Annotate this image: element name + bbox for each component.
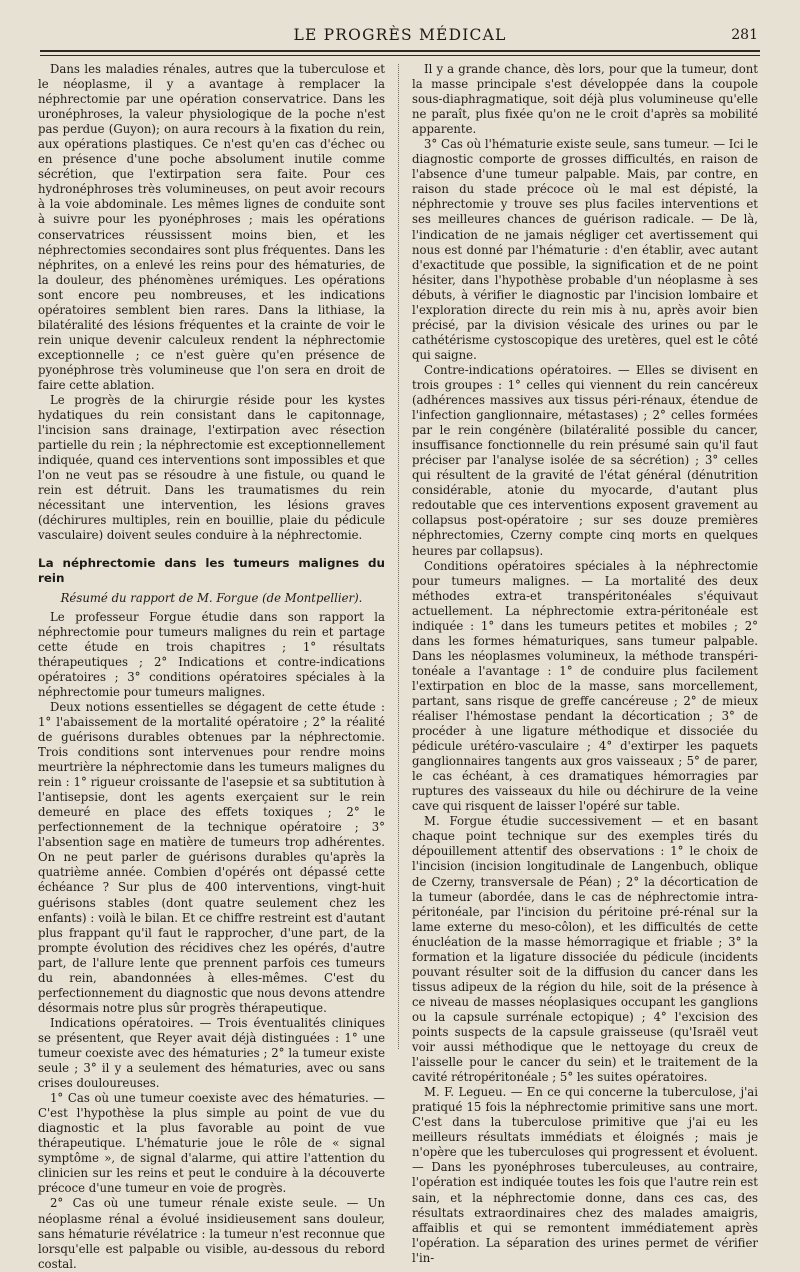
paragraph: Indications opératoires. — Trois éventualités cliniques se présentent, que Reyer avait déjà distinguées : 1° une tumeur coexiste avec des hématuries ; 2° la tumeur existe seule ; 3° il y a seulement des hématuries, avec ou sans crises douloureuses. [38, 1015, 385, 1091]
column-separator [398, 64, 399, 1049]
header-rule-thin [40, 55, 760, 56]
paragraph: M. Forgue étudie successivement — et en basant chaque point technique sur des exemples tirés du dépouillement attentif des observations : 1° le choix de l'incision (incision longitudinale de Langenbuch, oblique de Czerny, transversale de Péan) ; 2° la décortication de la tumeur (abordée, dans le cas de néphrectomie intra-péritonéale, par l'incision du péritoine pré-rénal sur la lame externe du meso-côlon), et les difficultés de cette énucléation de la masse hémorragique et friable ; 3° la formation et la ligature dissociée du pédicule (incidents pouvant résulter soit de la diffusion du cancer dans les tissus adipeux de la région du hile, soit de la présence à ce niveau de masses néoplasiques occupant les ganglions ou la capsule surrénale ectopique) ; 4° l'excision des points suspects de la capsule graisseuse (qu'Israël veut voir aussi méthodique que le nettoyage du creux de l'aisselle pour le cancer du sein) et le traitement de la cavité rétropéritonéale ; 5° les suites opératoires. [412, 814, 758, 1085]
paragraph: Dans les maladies rénales, autres que la tuberculose et le néoplasme, il y a avantage à remplacer la néphrectomie par une opération conservatrice. Dans les uronéphroses, la valeur physiologique de la poche n'est pas perdue (Guyon); on aura recours à la fixation du rein, aux opérations plastiques. Ce n'est qu'en cas d'échec ou en présence d'une poche absolument inutile comme sécrétion, que l'extirpation sera faite. Pour ces hydronéphroses très volumineuses, on peut avoir recours à la voie abdominale. Les mêmes lignes de conduite sont à suivre pour les pyonéphroses ; mais les opérations conservatrices réussissent moins bien, et les néphrectomies secondaires sont plus fréquentes. Dans les néphrites, on a enlevé les reins pour des hématuries, de la douleur, des phénomènes urémiques. Les opérations sont encore peu nombreuses, et les indications opératoires semblent bien rares. Dans la lithiase, la bilatéralité des lésions fréquentes et la crainte de voir le rein unique devenir calculeux rendent la néphrectomie exceptionnelle ; ce n'est guère qu'en présence de pyonéphrose très volumineuse que l'on sera en droit de faire cette ablation. [38, 62, 385, 392]
paragraph: 1° Cas où une tumeur coexiste avec des hématuries. — C'est l'hypothèse la plus simple au point de vue du diagnostic et la plus favorable au point de vue thérapeutique. L'hématurie joue le rôle de « signal symptôme », de signal d'alarme, qui attire l'attention du clinicien sur les reins et peut le conduire à la découverte précoce d'une tumeur en voie de progrès. [38, 1091, 385, 1196]
section-subtitle: Résumé du rapport de M. Forgue (de Montpellier). [60, 590, 363, 605]
paragraph: 3° Cas où l'hématurie existe seule, sans tumeur. — Ici le diagnostic comporte de grosses difficultés, en raison de l'absence d'une tumeur palpable. Mais, par contre, en raison du stade précoce où le mal est dépisté, la néphrectomie y trouve ses plus faciles interventions et ses meilleures chances de guérison radicale. — De là, l'indication de ne jamais négliger cet avertissement qui nous est donné par l'hématurie : d'en établir, avec autant d'exactitude que possible, la signification et de ne point hésiter, dans l'hypothèse probable d'un néoplasme à ses débuts, à vérifier le diagnostic par l'incision lombaire et l'exploration directe du rein mis à nu, après avoir bien précisé, par la division vésicale des urines ou par le cathétérisme cystoscopique des uretères, quel est le côté qui saigne. [412, 137, 758, 362]
paragraph: Le professeur Forgue étudie dans son rapport la néphrectomie pour tumeurs malignes du rein et partage cette étude en trois chapitres ; 1° résultats thérapeutiques ; 2° Indications et contre-indications opératoires ; 3° conditions opératoires spéciales à la néphrectomie pour tumeurs malignes. [38, 609, 385, 699]
header-rule [40, 50, 760, 52]
journal-title: LE PROGRÈS MÉDICAL [293, 26, 507, 44]
paragraph: Deux notions essentielles se dégagent de cette étude : 1° l'abaissement de la mortalité opératoire ; 2° la réalité de guérisons durables obtenues par la néphrectomie. Trois conditions sont intervenues pour rendre moins meurtrière la néphrectomie dans les tumeurs malignes du rein : 1° rigueur croissante de l'asepsie et sa subtitution à l'antisepsie, dont les agents exerçaient sur le rein demeuré en place des effets toxiques ; 2° le perfectionnement de la technique opératoire ; 3° l'absention sage en matière de tumeurs trop adhérentes. On ne peut parler de guérisons durables qu'après la quatrième année. Combien d'opérés ont dépassé cette échéance ? Sur plus de 400 interventions, vingt-huit guérisons stables (dont quatre seulement chez les enfants) : voilà le bilan. Et ce chiffre restreint est d'autant plus frappant qu'il faut le rapprocher, d'une part, de la prompte évolution des récidives chez les opérés, d'autre part, de l'allure lente que prennent parfois ces tumeurs du rein, abandonnées à elles-mêmes. C'est du perfectionnement du diagnostic que nous devons attendre désormais notre plus sûr progrès thérapeutique. [38, 699, 385, 1015]
page-header [40, 24, 760, 46]
page-number: 281 [731, 27, 758, 43]
paragraph: 2° Cas où une tumeur rénale existe seule. — Un néoplasme rénal a évolué insidieusement sans douleur, sans hématurie révélatrice : la tumeur n'est reconnue que lorsqu'elle est palpable ou visible, au-dessous du rebord costal. [38, 1196, 385, 1271]
section-title: La néphrectomie dans les tumeurs malignes du rein [38, 555, 385, 585]
paragraph: Le progrès de la chirurgie réside pour les kystes hydatiques du rein consistant dans le capitonnage, l'incision sans drainage, l'extirpation avec résection partielle du rein ; la néphrectomie est exceptionnellement indiquée, quand ces interventions sont impossibles et que l'on ne veut pas se résoudre à une fistule, ou quand le rein est détruit. Dans les traumatismes du rein nécessitant une intervention, les lésions graves (déchirures multiples, rein en bouillie, plaie du pédicule vasculaire) doivent seules conduire à la néphrectomie. [38, 393, 385, 543]
paragraph: Contre-indications opératoires. — Elles se divisent en trois groupes : 1° celles qui viennent du rein cancéreux (adhérences massives aux tissus péri-rénaux, étendue de l'infection ganglionnaire, métastases) ; 2° celles formées par le rein congénère (bilatéralité possible du cancer, insuffisance fonctionnelle du rein présumé sain qu'il faut préciser par l'analyse isolée de sa sécrétion) ; 3° celles qui résultent de la gravité de l'état général (dénutrition considérable, atonie du myocarde, d'autant plus redoutable que ces interventions exposent gravement au collapsus post-opératoire ; sur ses douze premières néphrectomies, Czerny compte cinq morts en quelques heures par collapsus). [412, 362, 758, 558]
paragraph: M. F. Legueu. — En ce qui concerne la tuberculose, j'ai pratiqué 15 fois la néphrectomie primitive sans une mort. C'est dans la tuberculose primitive que j'ai eu les meilleurs résultats immédiats et éloignés ; mais je n'opère que les tuberculoses qui progressent et évoluent. — Dans les pyonéphroses tuberculeuses, au contraire, l'opération est indiquée toutes les fois que l'autre rein est sain, et la néphrectomie donne, dans ces cas, des résultats extraordinaires chez des malades amaigris, affaiblis et qui se remontent immédiatement après l'opération. La séparation des urines permet de vérifier l'in- [412, 1085, 758, 1265]
paragraph: Il y a grande chance, dès lors, pour que la tumeur, dont la masse principale s'est développée dans la coupole sous-diaphragmatique, soit déjà plus volumineuse qu'elle ne paraît, plus fixée qu'on ne le croit d'après sa mobilité apparente. [412, 62, 758, 137]
paragraph: Conditions opératoires spéciales à la néphrectomie pour tumeurs malignes. — La mortalité des deux méthodes extra-et transpéritonéales s'équivaut actuellement. La néphrectomie extra-péritonéale est indiquée : 1° dans les tumeurs petites et mobiles ; 2° dans les formes hématuriques, sans tumeur palpable. Dans les néoplasmes volumineux, la méthode transpéri-tonéale a l'avantage : 1° de conduire plus facilement l'extirpation en bloc de la masse, sans morcellement, partant, sans risque de greffe cancéreuse ; 2° de mieux réaliser l'hémostase pendant la décortication ; 3° de procéder à une ligature méthodique et dissociée du pédicule urétéro-vasculaire ; 4° d'extirper les paquets ganglionnaires tangents aux gros vaisseaux ; 5° de parer, le cas échéant, à ces dramatiques hémorragies par ruptures des vaisseaux du hile ou déchirure de la veine cave qui risquent de laisser l'opéré sur table. [412, 558, 758, 814]
left-column [38, 62, 385, 1272]
right-column [412, 62, 758, 1266]
